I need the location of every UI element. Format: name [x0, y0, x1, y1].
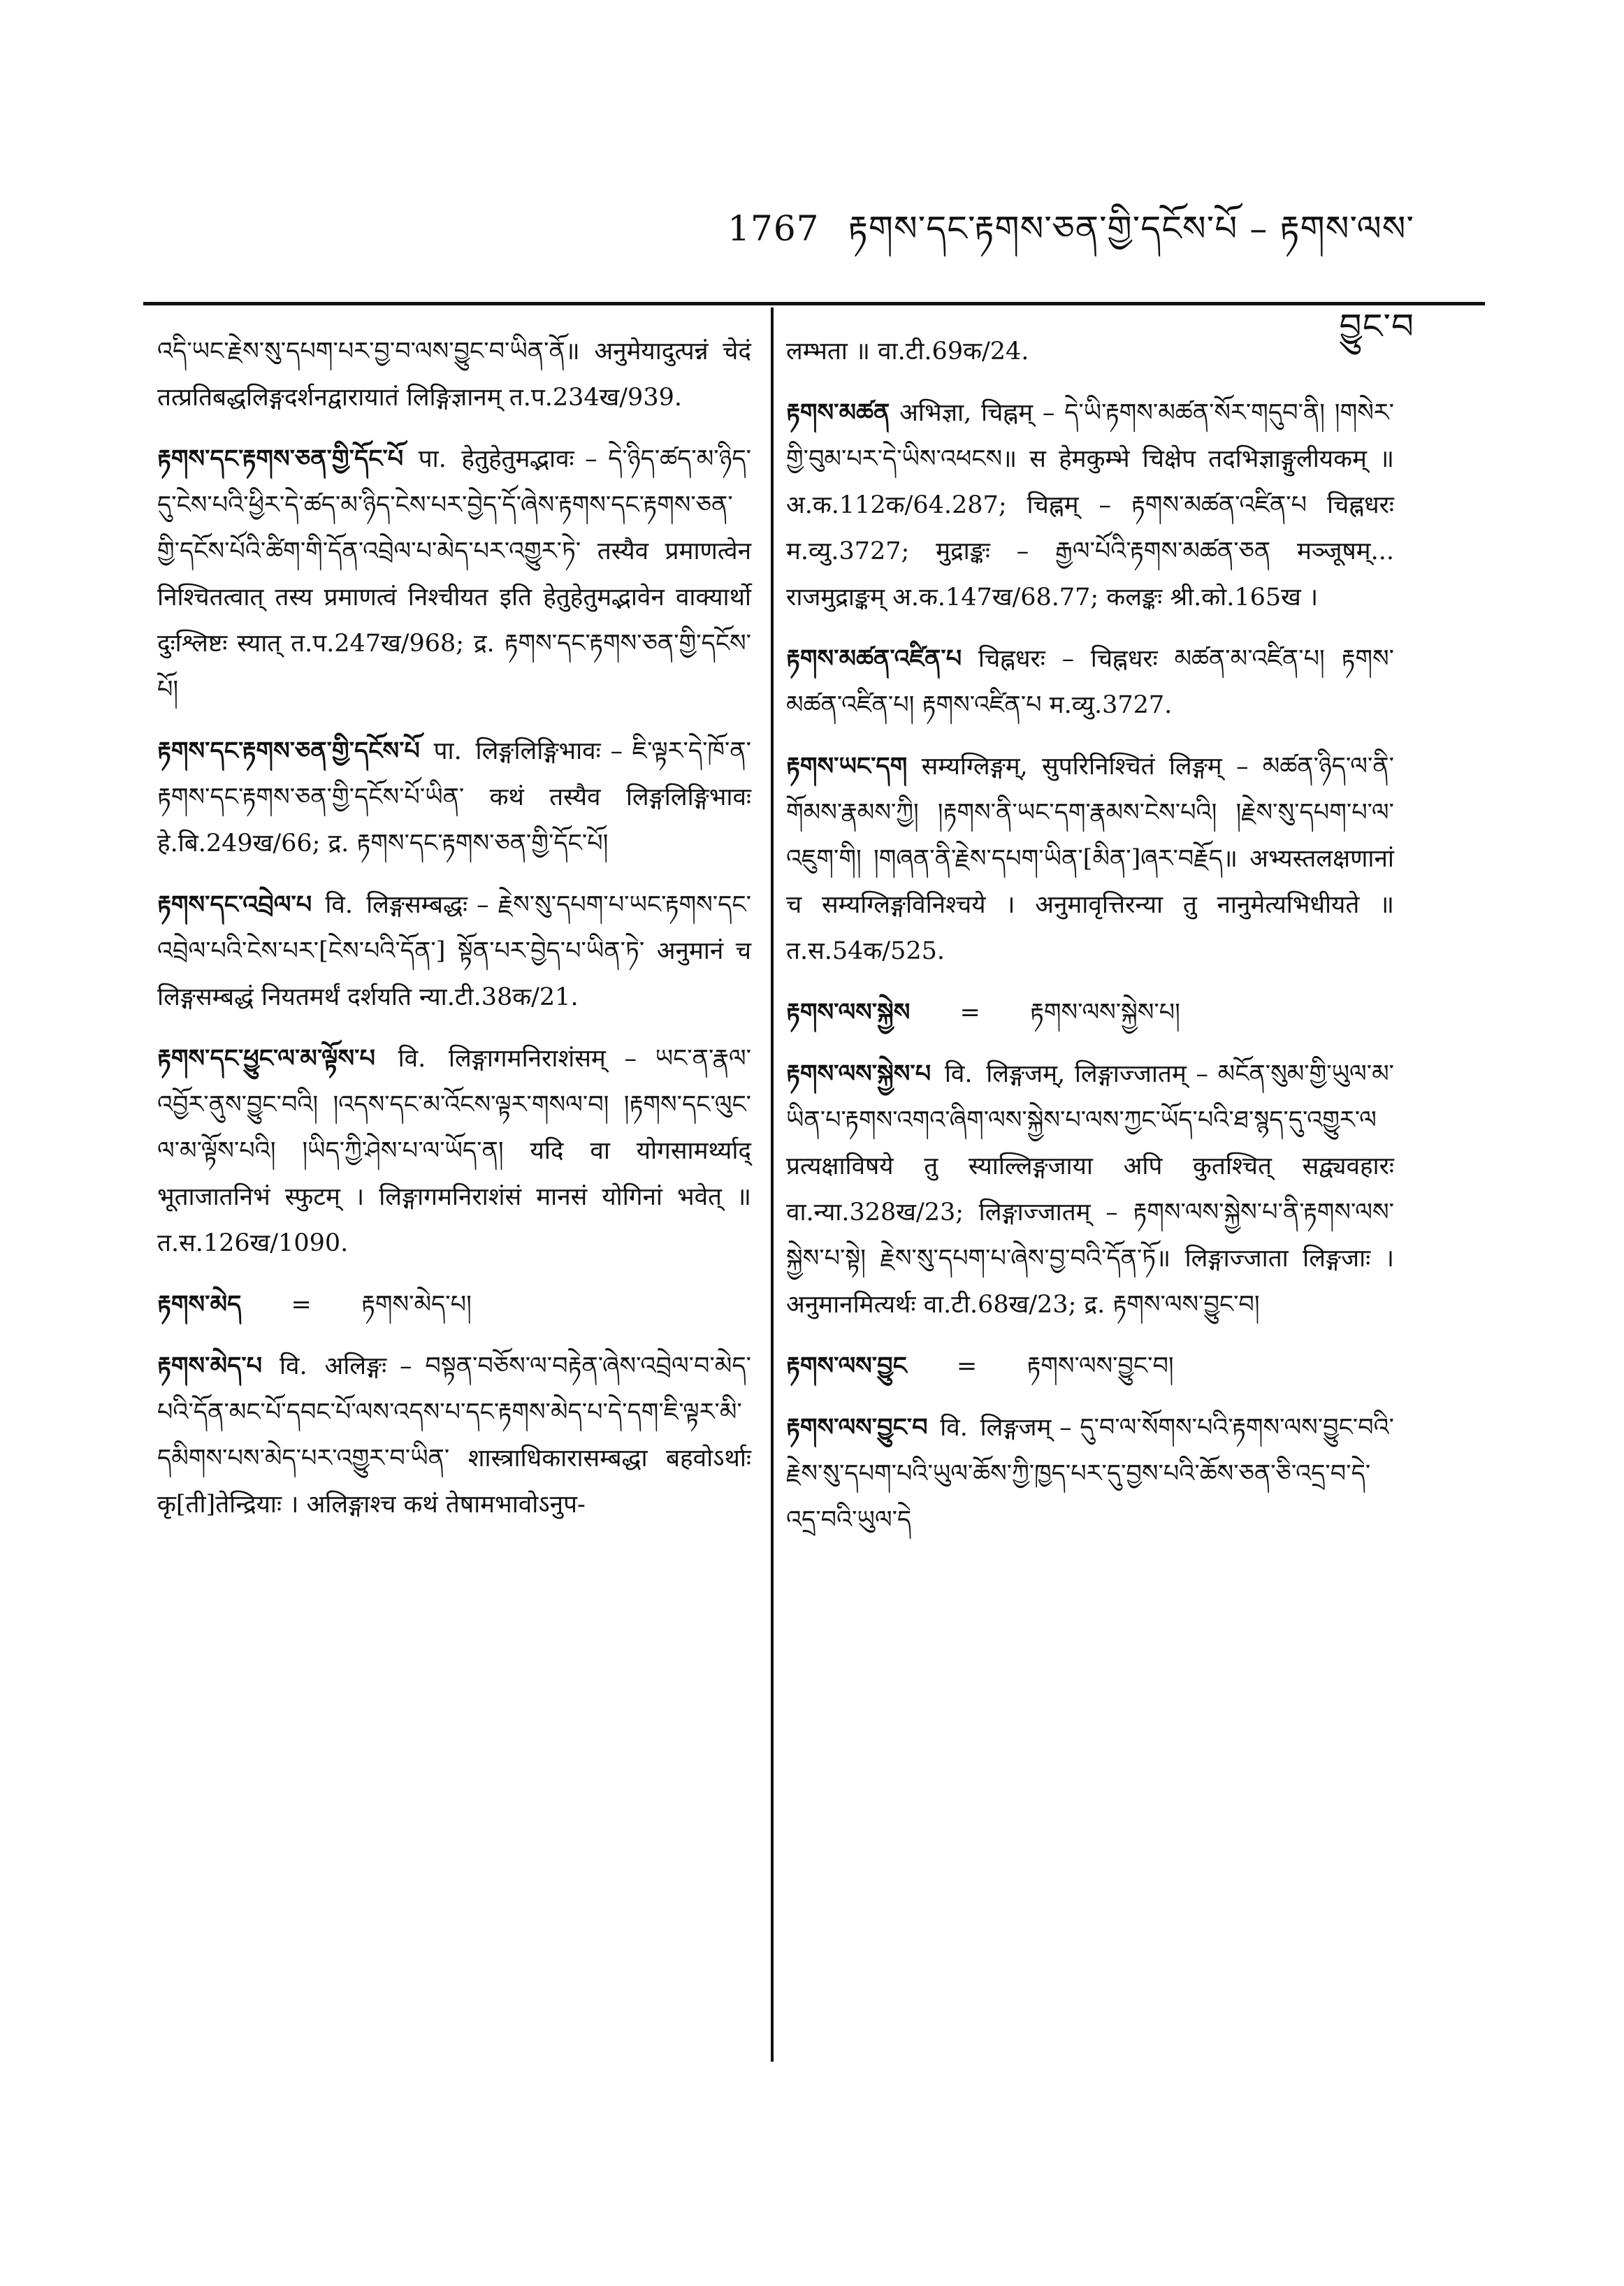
entry-body: हेतुहेतुमद्भावः – དེ་ཉིད་ཚད་མ་ཉིད་དུ་ངེས་པའི་ཕྱིར་དེ་ཚད་མ་ཉིད་ངེས་པར་བྱེད་དོ་ཞེས་རྟགས་དང་རྟགས་ཅན་གྱི་དངོས་པོའི་ཚིག་གི་དོན་འབྲེལ་པ་མེད་པར་འགྱུར་ཏེ་ तस्यैव प्रमाणत्वेन निश्चितत्वात् तस्य प्रमाणत्वं निश्चीयत इति हेतुहेतुमद्भावेन वाक्यार्थो दुःश्लिष्टः स्यात् त.प.247ख/968; द्र. རྟགས་དང་རྟགས་ཅན་གྱི་དངོས་པོ། — [157, 445, 751, 704]
dictionary-entry — [786, 990, 1394, 1036]
page-number: 1767 — [727, 208, 820, 249]
dictionary-entry — [157, 1343, 751, 1528]
equals-sign: = — [959, 999, 980, 1027]
entry-body: अभिज्ञा, चिह्नम् – དེ་ཡི་རྟགས་མཚན་སོར་གདུབ་ནི། །གསེར་གྱི་བུམ་པར་དེ་ཡིས་འཕངས॥ स हेमकुम्भे चिक्षेप तदभिज्ञाङ्गुलीयकम् ॥ अ.क.112क/64.287; चिह्नम् – རྟགས་མཚན་འཛིན་པ चिह्नधरः म.व्यु.3727; मुद्राङ्कः – རྒྱལ་པོའི་རྟགས་མཚན་ཅན मञ्जूषम्... राजमुद्राङ्कम् अ.क.147ख/68.77; कलङ्कः श्री.को.165ख । — [786, 399, 1394, 612]
entry-body: लिङ्गसम्बद्धः – རྗེས་སུ་དཔག་པ་ཡང་རྟགས་དང་འབྲེལ་པའི་ངེས་པར་[ངེས་པའི་དོན་] སྟོན་པར་བྱེད་པ་ཡིན་ཏེ་ अनुमानं च लिङ्गसम्बद्धं नियतमर्थं दर्शयति न्या.टी.38क/21. — [157, 891, 751, 1011]
dictionary-entry — [157, 1282, 751, 1328]
dictionary-entry — [157, 728, 751, 867]
dictionary-entry — [786, 1343, 1394, 1389]
headword: རྟགས་ལས་སྐྱེས་པ — [786, 1059, 931, 1088]
entry-body: लिङ्गजम्, लिङ्गाज्जातम् – མངོན་སུམ་གྱི་ཡུལ་མ་ཡིན་པ་རྟགས་འགའ་ཞིག་ལས་སྐྱེས་པ་ལས་ཀྱང་ཡོད་པའི་ཐ་སྙད་དུ་འགྱུར་ལ प्रत्यक्षाविषये तु स्याल्लिङ्गजाया अपि कुतश्चित् सद्व्यवहारः वा.न्या.328ख/23; लिङ्गाज्जातम् – རྟགས་ལས་སྐྱེས་པ་ནི་རྟགས་ལས་སྐྱེས་པ་སྟེ། རྗེས་སུ་དཔག་པ་ཞེས་བྱ་བའི་དོན་ཏོ॥ लिङ्गाज्जाता लिङ्गजाः । अनुमानमित्यर्थः वा.टी.68ख/23; द्र. རྟགས་ལས་བྱུང་བ། — [786, 1060, 1394, 1319]
entry-body: सम्यग्लिङ्गम्, सुपरिनिश्चितं लिङ्गम् – མཚན་ཉིད་ལ་ནི་གོམས་རྣམས་ཀྱི། །རྟགས་ནི་ཡང་དག་རྣམས་ངེས་པའི། །རྗེས་སུ་དཔག་པ་ལ་འཇུག་གི། །གཞན་ནི་རྗེས་དཔག་ཡིན་[མིན་]ཞར་བརྗོད॥ अभ्यस्तलक्षणानां च सम्यग्लिङ्गविनिश्चये । अनुमावृत्तिरन्या तु नानुमेत्यभिधीयते ॥ त.स.54क/525. — [786, 753, 1394, 965]
entry-body: རྟགས་ལས་སྐྱེས་པ། — [1030, 999, 1180, 1027]
grammar-abbr: पा. — [433, 737, 462, 765]
dictionary-entry — [786, 1051, 1394, 1328]
equals-sign: = — [291, 1291, 312, 1319]
grammar-abbr: वि. — [398, 1045, 426, 1073]
grammar-abbr: वि. — [325, 891, 353, 919]
headword: རྟགས་ལས་བྱུང་བ — [786, 1413, 928, 1442]
headword: རྟགས་ཡང་དག — [786, 752, 908, 781]
grammar-abbr: वि. — [944, 1060, 973, 1088]
dictionary-entry — [786, 744, 1394, 974]
header-rule — [143, 302, 1485, 305]
entry-body: अलिङ्गः – བསྟན་བཅོས་ལ་བརྟེན་ཞེས་འབྲེལ་བ་མེད་པའི་དོན་མང་པོ་དབང་པོ་ལས་འདས་པ་དང་རྟགས་མེད་པ་དེ་དག་ཇི་ལྟར་མི་དམིགས་པས་མེད་པར་འགྱུར་བ་ཡིན་ शास्त्राधिकारासम्बद्धा बहवोऽर्थाः कृ[ती]तेन्द्रियाः । अलिङ्गाश्च कथं तेषामभावोऽनुप- — [157, 1352, 751, 1519]
headword: རྟགས་དང་རྟགས་ཅན་གྱི་དངོས་པོ — [157, 737, 420, 765]
entry-body: རྟགས་ལས་བྱུང་བ། — [1027, 1352, 1174, 1380]
entry-body: लिङ्गलिङ्गिभावः – ཇི་ལྟར་དེ་ཁོ་ན་རྟགས་དང་རྟགས་ཅན་གྱི་དངོས་པོ་ཡིན་ कथं तस्यैव लिङ्गलिङ्गिभावः हे.बि.249ख/66; द्र. རྟགས་དང་རྟགས་ཅན་གྱི་དོང་པོ། — [157, 737, 751, 858]
entry-body: लिङ्गजम् – དུ་བ་ལ་སོགས་པའི་རྟགས་ལས་བྱུང་བའི་རྗེས་སུ་དཔག་པའི་ཡུལ་ཆོས་ཀྱི་ཁྱད་པར་དུ་བྱས་པའི་ཆོས་ཅན་ཅི་འདྲ་བ་དེ་འདྲ་བའི་ཡུལ་དེ — [786, 1414, 1394, 1534]
grammar-abbr: पा. — [418, 445, 447, 473]
headword: རྟགས་དང་ཕྱུང་ལ་མ་ལྟོས་པ — [157, 1044, 375, 1073]
entry-body: चिह्नधरः – चिह्नधरः མཚན་མ་འཛིན་པ། རྟགས་མཚན་འཛིན་པ། རྟགས་འཛིན་པ म.व्यु.3727. — [786, 645, 1394, 719]
column-divider — [771, 308, 774, 2062]
dictionary-entry — [157, 436, 751, 713]
left-column — [157, 328, 751, 1543]
entry-body: लिङ्गागमनिराशंसम् – ཡང་ན་རྣལ་འབྱོར་ནུས་བྱུང་བའི། །འདས་དང་མ་འོངས་ལྟར་གསལ་བ། །རྟགས་དང་ལུང་ལ་མ་ལྟོས་པའི། །ཡིད་ཀྱི་ཤེས་པ་ལ་ཡོད་ན། यदि वा योगसामर्थ्याद् भूताजातनिभं स्फुटम् । लिङ्गागमनिराशंसं मानसं योगिनां भवेत् ॥ त.स.126ख/1090. — [157, 1045, 751, 1257]
headword: རྟགས་མེད་པ — [157, 1352, 263, 1380]
headword: རྟགས་དང་འབྲེལ་པ — [157, 890, 312, 919]
dictionary-entry — [786, 390, 1394, 621]
headword: རྟགས་མེད — [157, 1290, 242, 1319]
continuation-text: लम्भता ॥ वा.टी.69क/24. — [786, 338, 1029, 366]
headword: རྟགས་ལས་སྐྱེས — [786, 998, 911, 1027]
entry-body: རྟགས་མེད་པ། — [361, 1291, 472, 1319]
headword: རྟགས་མཚན — [786, 398, 890, 427]
right-column — [786, 328, 1394, 1558]
headword: རྟགས་ལས་བྱུང — [786, 1352, 907, 1380]
grammar-abbr: वि. — [940, 1414, 968, 1442]
continuation-text: འདི་ཡང་རྗེས་སུ་དཔག་པར་བྱ་བ་ལས་བྱུང་བ་ཡིན་ནོ॥ अनुमेयादुत्पन्नं चेदं तत्प्रतिबद्धलिङ्गदर्शनद्वारायातं लिङ्गिज्ञानम् त.प.234ख/939. — [157, 338, 751, 412]
dictionary-entry — [786, 636, 1394, 728]
headword: རྟགས་མཚན་འཛིན་པ — [786, 644, 962, 673]
dictionary-entry — [157, 1036, 751, 1266]
dictionary-entry — [786, 1405, 1394, 1543]
headword: རྟགས་དང་རྟགས་ཅན་གྱི་དོང་པོ — [157, 444, 404, 473]
running-head: རྟགས་དང་རྟགས་ཅན་གྱི་དངོས་པོ – རྟགས་ལས་བྱུང་བ — [848, 208, 1414, 347]
equals-sign: = — [956, 1352, 978, 1380]
grammar-abbr: वि. — [279, 1352, 307, 1380]
dictionary-entry — [157, 882, 751, 1020]
